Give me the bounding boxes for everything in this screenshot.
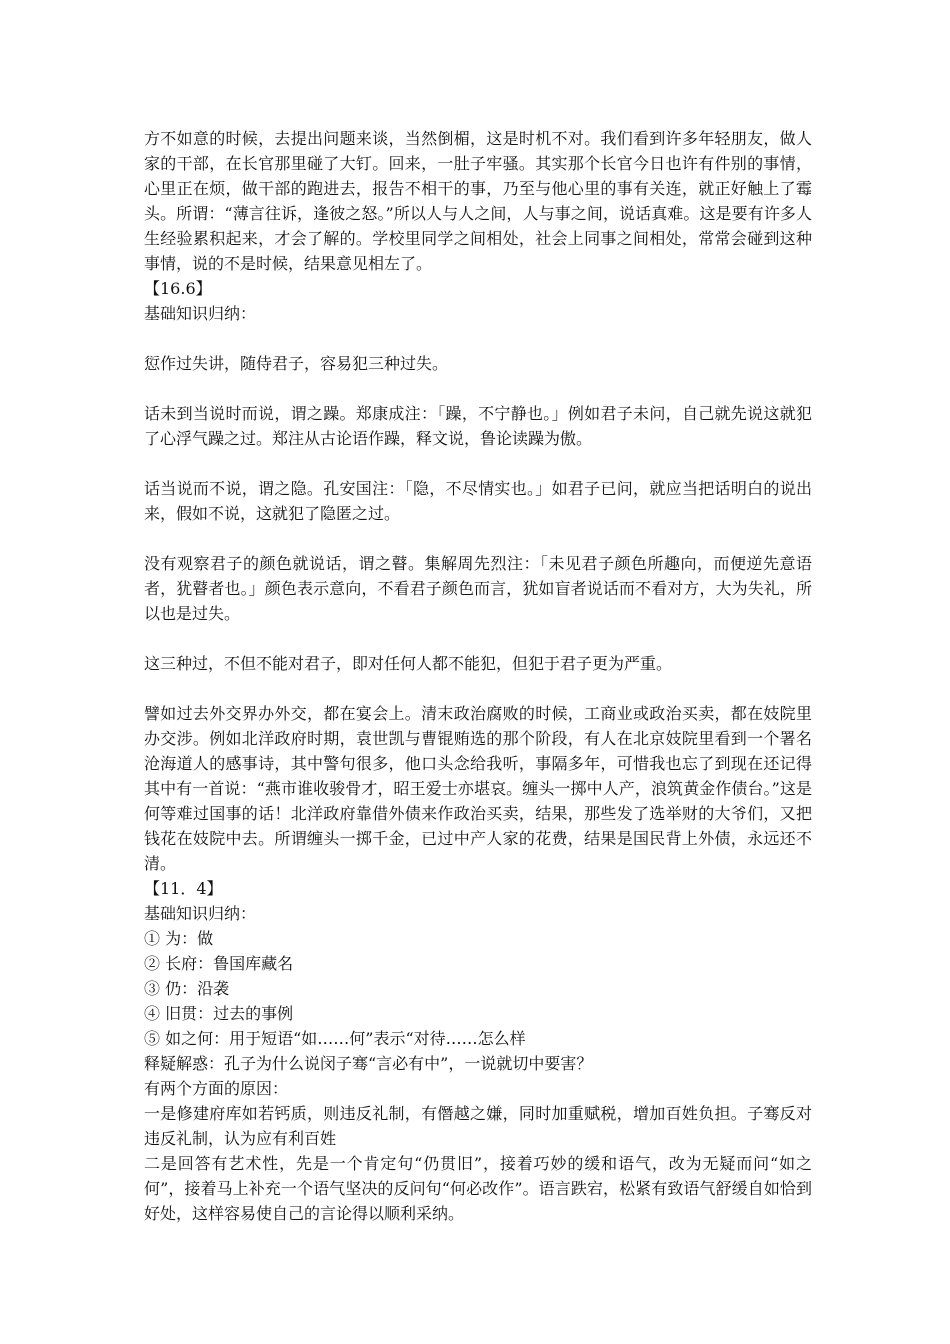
section-heading-16-6: 【16.6】 <box>144 279 212 298</box>
blank-line <box>144 676 812 701</box>
blank-line <box>144 376 812 401</box>
paragraph-yin: 话当说而不说，谓之隐。孔安国注：「隐，不尽情实也。」如君子已问，就应当把话明白的说出来，假如不说，这就犯了隐匿之过。 <box>144 479 812 523</box>
blank-line <box>144 451 812 476</box>
paragraph-timing-advice: 方不如意的时候，去提出问题来谈，当然倒楣，这是时机不对。我们看到许多年轻朋友，做人家的干部，在长官那里碰了大钉。回来，一肚子牢骚。其实那个长官今日也许有件别的事情，心里正在烦，做干部的跑进去，报告不相干的事，乃至与他心里的事有关连，就正好触上了霉头。所谓：“薄言往诉，逢彼之怒。”所以人与人之间，人与事之间，说话真难。这是要有许多人生经验累积起来，才会了解的。学校里同学之间相处，社会上同事之间相处，常常会碰到这种事情，说的不是时候，结果意见相左了。 <box>144 129 812 273</box>
paragraph-diplomacy-story: 譬如过去外交界办外交，都在宴会上。清末政治腐败的时候，工商业或政治买卖，都在妓院里办交涉。例如北洋政府时期，袁世凯与曹锟贿选的那个阶段，有人在北京妓院里看到一个署名沧海道人的感事诗，其中警句很多，他口头念给我听，事隔多年，可惜我也忘了到现在还记得其中有一首说：“燕市谁收骏骨才，昭王爱士亦堪哀。缠头一掷中人产，浪筑黄金作债台。”这是何等难过国事的话！北洋政府靠借外债来作政治买卖，结果，那些发了选举财的大爷们，又把钱花在妓院中去。所谓缠头一掷千金，已过中产人家的花费，结果是国民背上外债，永远还不清。 <box>144 704 812 873</box>
question-line: 释疑解惑：孔子为什么说闵子骞“言必有中”，一说就切中要害？ <box>144 1054 593 1073</box>
subheading-basic-knowledge: 基础知识归纳： <box>144 304 257 323</box>
paragraph-three-faults: 愆作过失讲，随侍君子，容易犯三种过失。 <box>144 354 449 373</box>
section-heading-11-4: 【11．4】 <box>144 879 223 898</box>
list-item: ⑤ 如之何：用于短语“如……何”表示“对待……怎么样 <box>144 1029 526 1048</box>
list-item: ② 长府：鲁国库藏名 <box>144 954 294 973</box>
blank-line <box>144 326 812 351</box>
answer-reason-two: 二是回答有艺术性，先是一个肯定句“仍贯旧”，接着巧妙的缓和语气，改为无疑而问“如之何”，接着马上补充一个语气坚决的反问句“何必改作”。语言跌宕，松紧有致语气舒缓自如恰到好处，这样容易使自己的言论得以顺利采纳。 <box>144 1154 812 1223</box>
list-item: ④ 旧贯：过去的事例 <box>144 1004 294 1023</box>
paragraph-zao: 话未到当说时而说，谓之躁。郑康成注：「躁，不宁静也。」例如君子未问，自己就先说这就犯了心浮气躁之过。郑注从古论语作躁，释文说，鲁论读躁为傲。 <box>144 404 812 448</box>
list-item: ③ 仍：沿袭 <box>144 979 230 998</box>
list-item: ① 为：做 <box>144 929 214 948</box>
blank-line <box>144 626 812 651</box>
subheading-basic-knowledge: 基础知识归纳： <box>144 904 257 923</box>
paragraph-gu: 没有观察君子的颜色就说话，谓之瞽。集解周先烈注：「未见君子颜色所趣向，而便逆先意语者，犹瞽者也。」颜色表示意向，不看君子颜色而言，犹如盲者说话而不看对方，大为失礼，所以也是过失。 <box>144 554 812 623</box>
paragraph-summary-faults: 这三种过，不但不能对君子，即对任何人都不能犯，但犯于君子更为严重。 <box>144 654 673 673</box>
document-body <box>144 126 812 1226</box>
answer-intro: 有两个方面的原因： <box>144 1079 289 1098</box>
answer-reason-one: 一是修建府库如若钙质，则违反礼制，有僭越之嫌，同时加重赋税，增加百姓负担。子骞反对违反礼制，认为应有利百姓 <box>144 1104 812 1148</box>
blank-line <box>144 526 812 551</box>
